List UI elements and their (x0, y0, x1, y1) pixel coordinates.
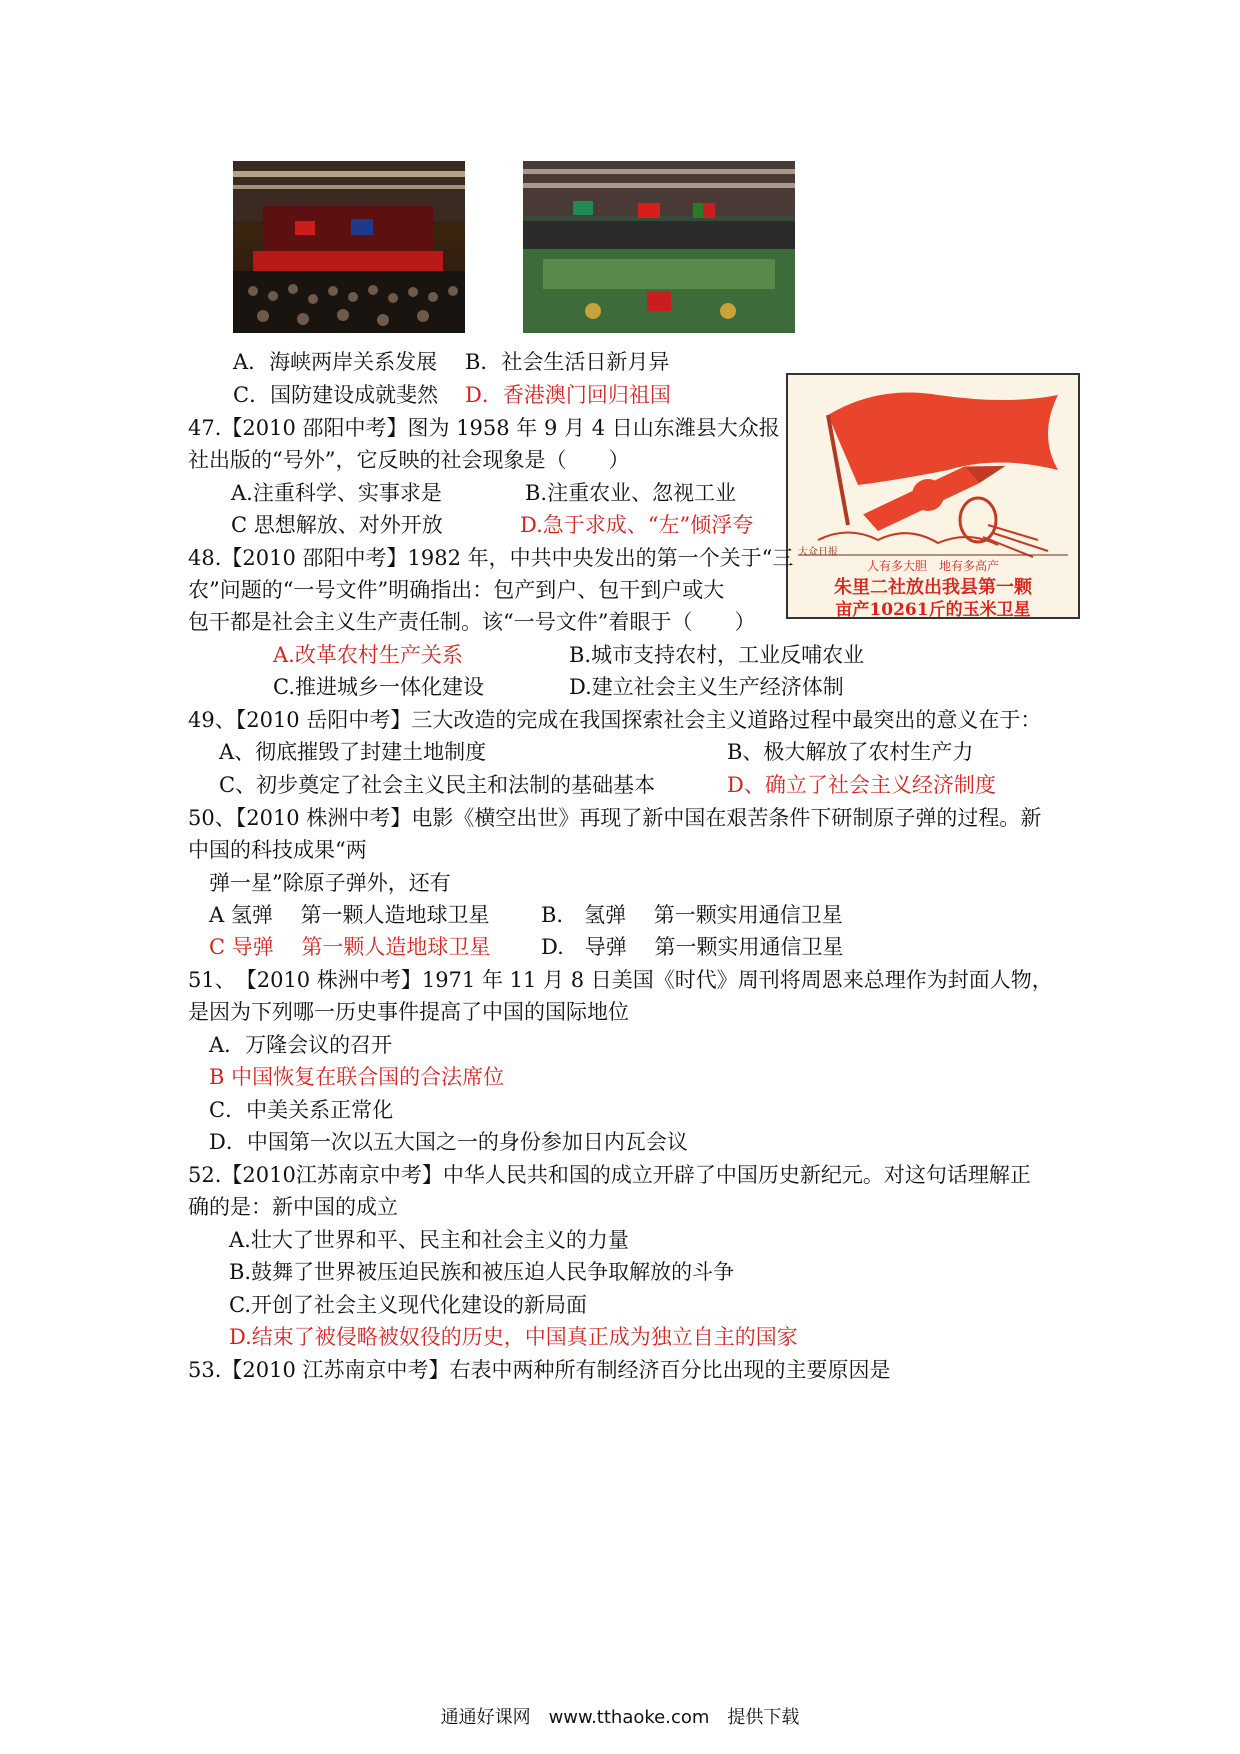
hongkong-handover-photo (233, 161, 465, 333)
q49-option-b: B、极大解放了农村生产力 (727, 740, 974, 764)
q49-option-c: C、初步奠定了社会主义民主和法制的基础基本 (219, 773, 656, 797)
q49-stem-line1: 49、【2010 岳阳中考】三大改造的完成在我国探索社会主义道路过程中最突出的意义在于： (188, 708, 1042, 732)
q46-option-c: C．国防建设成就斐然 (233, 383, 439, 407)
q48-option-b: B.城市支持农村，工业反哺农业 (569, 643, 865, 667)
q50-stem-line3: 弹一星”除原子弹外，还有 (209, 871, 451, 895)
poster-headline-1: 朱里二社放出我县第一颗 (834, 577, 1032, 598)
q47-stem-line2: 社出版的“号外”，它反映的社会现象是（ ） (188, 448, 630, 472)
q47-stem-line1: 47.【2010 邵阳中考】图为 1958 年 9 月 4 日山东潍县大众报 (188, 416, 780, 440)
q46-option-a: A．海峡两岸关系发展 (233, 350, 438, 374)
q48-stem-line3: 包干都是社会主义生产责任制。该“一号文件”着眼于（ ） (188, 610, 756, 634)
q52-stem-line2: 确的是：新中国的成立 (188, 1195, 398, 1219)
poster-headline-2: 亩产10261斤的玉米卫星 (835, 600, 1031, 619)
q52-stem-line1: 52.【2010江苏南京中考】中华人民共和国的成立开辟了中国历史新纪元。对这句话理解正 (188, 1163, 1031, 1187)
q48-stem-line1: 48.【2010 邵阳中考】1982 年，中共中央发出的第一个关于“三 (188, 546, 794, 570)
q51-stem-line2: 是因为下列哪一历史事件提高了中国的国际地位 (188, 1000, 629, 1024)
q52-option-b: B.鼓舞了世界被压迫民族和被压迫人民争取解放的斗争 (229, 1260, 735, 1284)
q51-stem-line1: 51、 【2010 株洲中考】1971 年 11 月 8 日美国《时代》周刊将周恩来总理作为封面人物， (188, 968, 1053, 992)
newspaper-extra-poster (786, 373, 1080, 619)
q47-option-a: A.注重科学、实事求是 (231, 481, 442, 505)
q48-stem-line2: 农”问题的“一号文件”明确指出：包产到户、包干到户或大 (188, 578, 725, 602)
q51-option-c: C．中美关系正常化 (209, 1098, 394, 1122)
q47-option-b: B.注重农业、忽视工业 (525, 481, 737, 505)
q46-option-b: B．社会生活日新月异 (465, 350, 670, 374)
poster-masthead: 大众日报 (798, 547, 838, 558)
q50-option-a: A 氢弹 第一颗人造地球卫星 (209, 903, 490, 927)
q49-option-d: D、确立了社会主义经济制度 (727, 773, 996, 797)
q51-option-a: A．万隆会议的召开 (209, 1033, 393, 1057)
q48-option-d: D.建立社会主义生产经济体制 (569, 675, 844, 699)
q52-option-a: A.壮大了世界和平、民主和社会主义的力量 (229, 1228, 629, 1252)
q48-option-c: C.推进城乡一体化建设 (273, 675, 484, 699)
q50-option-d: D. 导弹 第一颗实用通信卫星 (541, 935, 844, 959)
poster-banner: 人有多大胆 地有多高产 (866, 559, 999, 573)
q53-stem-line1: 53.【2010 江苏南京中考】右表中两种所有制经济百分比出现的主要原因是 (188, 1358, 891, 1382)
q52-option-d: D.结束了被侵略被奴役的历史，中国真正成为独立自主的国家 (229, 1325, 798, 1349)
q47-option-c: C 思想解放、对外开放 (231, 513, 443, 537)
q52-option-c: C.开创了社会主义现代化建设的新局面 (229, 1293, 587, 1317)
page-footer: 通通好课网 www.tthaoke.com 提供下载 (440, 1707, 800, 1728)
q46-option-d: D．香港澳门回归祖国 (465, 383, 671, 407)
q51-option-b: B 中国恢复在联合国的合法席位 (209, 1065, 505, 1089)
q51-option-d: D．中国第一次以五大国之一的身份参加日内瓦会议 (209, 1130, 688, 1154)
q50-option-b: B. 氢弹 第一颗实用通信卫星 (541, 903, 843, 927)
q47-option-d: D.急于求成、“左”倾浮夸 (520, 513, 754, 537)
q49-option-a: A、彻底摧毁了封建土地制度 (219, 740, 487, 764)
q50-option-c: C 导弹 第一颗人造地球卫星 (209, 935, 491, 959)
q50-stem-line2: 中国的科技成果“两 (188, 838, 367, 862)
q48-option-a: A.改革农村生产关系 (273, 643, 463, 667)
macau-handover-photo (523, 161, 795, 333)
q50-stem-line1: 50、【2010 株洲中考】电影《横空出世》再现了新中国在艰苦条件下研制原子弹的过程。新 (188, 806, 1042, 830)
